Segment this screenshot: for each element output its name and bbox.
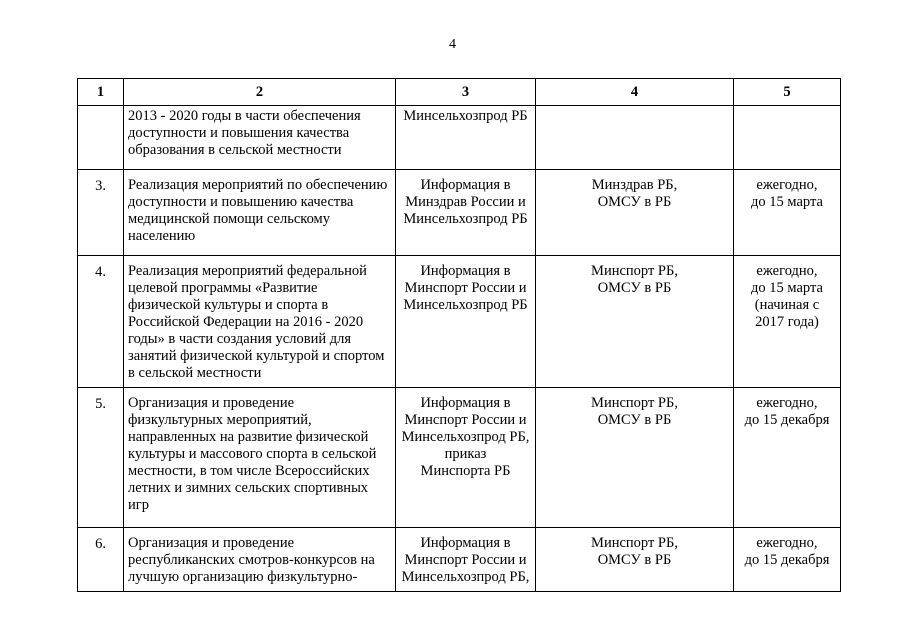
measures-table: [77, 78, 841, 592]
executor-cell: Минспорт РБ, ОМСУ в РБ: [536, 388, 734, 528]
table-row: [78, 388, 841, 528]
executor-cell: Минспорт РБ, ОМСУ в РБ: [536, 528, 734, 592]
report-target-cell: Информация в Минспорт России и Минсельхозпрод РБ,: [396, 528, 536, 592]
page-number: 4: [449, 37, 456, 52]
deadline-cell: ежегодно, до 15 марта (начиная с 2017 года): [734, 256, 841, 388]
deadline-cell: [734, 106, 841, 170]
column-header: 5: [734, 79, 841, 106]
executor-cell: [536, 106, 734, 170]
column-header: 3: [396, 79, 536, 106]
row-number-cell: 6.: [78, 528, 124, 592]
table-row: [78, 528, 841, 592]
executor-cell: Минспорт РБ, ОМСУ в РБ: [536, 256, 734, 388]
deadline-cell: ежегодно, до 15 декабря: [734, 528, 841, 592]
row-number-cell: 5.: [78, 388, 124, 528]
column-header: 4: [536, 79, 734, 106]
column-header: 2: [124, 79, 396, 106]
report-target-cell: Минсельхозпрод РБ: [396, 106, 536, 170]
column-header: 1: [78, 79, 124, 106]
row-number-cell: 3.: [78, 170, 124, 256]
report-target-cell: Информация в Минспорт России и Минсельхозпрод РБ: [396, 256, 536, 388]
report-target-cell: Информация в Минздрав России и Минсельхозпрод РБ: [396, 170, 536, 256]
table-row: [78, 256, 841, 388]
measure-name-cell: Реализация мероприятий федеральной целевой программы «Развитие физической культуры и спорта в Российской Федерации на 2016 - 2020 годы» в части создания условий для занятий физической культурой и спортом в сельской местности: [124, 256, 396, 388]
report-target-cell: Информация в Минспорт России и Минсельхозпрод РБ, приказ Минспорта РБ: [396, 388, 536, 528]
measure-name-cell: Организация и проведение республиканских смотров-конкурсов на лучшую организацию физкультурно-: [124, 528, 396, 592]
measure-name-cell: Организация и проведение физкультурных мероприятий, направленных на развитие физической культуры и массового спорта в сельской местности, в том числе Всероссийских летних и зимних сельских спортивных игр: [124, 388, 396, 528]
row-number-cell: 4.: [78, 256, 124, 388]
measure-name-cell: 2013 - 2020 годы в части обеспечения доступности и повышения качества образования в сельской местности: [124, 106, 396, 170]
table-row: [78, 170, 841, 256]
row-number-cell: [78, 106, 124, 170]
table-row: [78, 106, 841, 170]
deadline-cell: ежегодно, до 15 декабря: [734, 388, 841, 528]
table-header-row: [78, 79, 841, 106]
executor-cell: Минздрав РБ, ОМСУ в РБ: [536, 170, 734, 256]
deadline-cell: ежегодно, до 15 марта: [734, 170, 841, 256]
measure-name-cell: Реализация мероприятий по обеспечению доступности и повышению качества медицинской помощи сельскому населению: [124, 170, 396, 256]
